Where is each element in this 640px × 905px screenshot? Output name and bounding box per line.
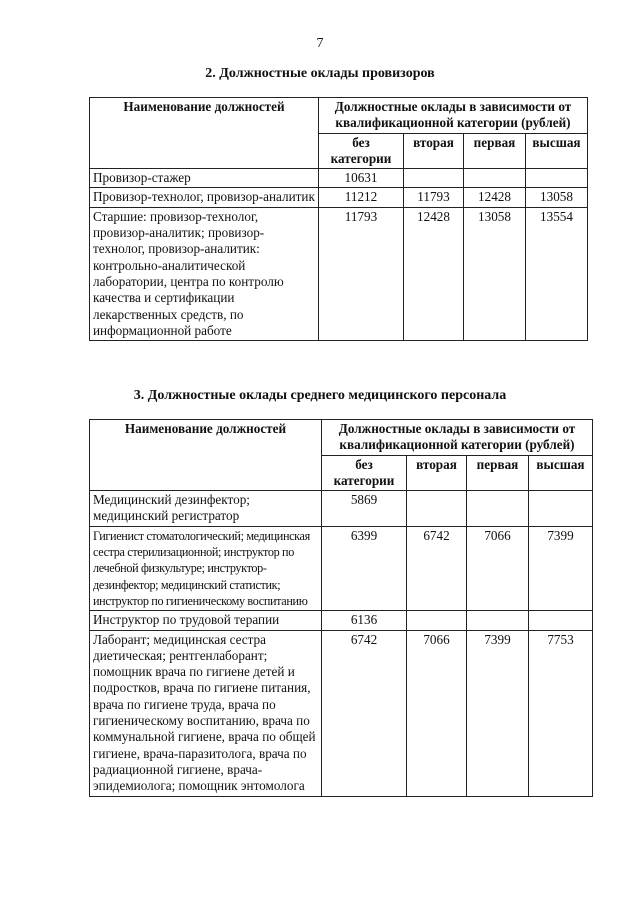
salary-value [464,169,526,188]
salary-value: 7066 [467,526,529,610]
salary-value: 7399 [467,630,529,796]
table-row [90,188,588,207]
header-position-name: Наименование должностей [90,98,319,169]
header-category-second: вторая [404,133,464,169]
salary-value [404,169,464,188]
salary-value: 7066 [407,630,467,796]
salary-value: 6399 [322,526,407,610]
salary-value: 6742 [322,630,407,796]
header-position-name: Наименование должностей [90,420,322,491]
position-name: Провизор-технолог, провизор-аналитик [90,188,319,207]
position-name: Медицинский дезинфектор; медицинский регистратор [90,491,322,527]
position-name: Инструктор по трудовой терапии [90,611,322,630]
salary-value: 12428 [464,188,526,207]
salary-value: 7399 [529,526,593,610]
table-row [90,169,588,188]
table-row [90,611,593,630]
header-category-none: без категории [322,455,407,491]
salary-value: 10631 [319,169,404,188]
table-row [90,630,593,796]
salary-table-medical-staff [89,419,593,797]
salary-value [467,611,529,630]
salary-value [407,611,467,630]
header-salary-group: Должностные оклады в зависимости от квалификационной категории (рублей) [319,98,588,134]
position-name: Провизор-стажер [90,169,319,188]
page-number: 7 [316,36,324,51]
salary-value: 13058 [464,207,526,340]
header-category-highest: высшая [529,455,593,491]
table-row [90,526,593,610]
section-3-title: 3. Должностные оклады среднего медицинского персонала [133,388,507,403]
table-row [90,491,593,527]
salary-value: 7753 [529,630,593,796]
header-category-first: первая [467,455,529,491]
salary-value [407,491,467,527]
header-category-first: первая [464,133,526,169]
salary-value: 6136 [322,611,407,630]
salary-value: 13058 [526,188,588,207]
salary-value: 13554 [526,207,588,340]
table-row [90,207,588,340]
salary-value [526,169,588,188]
salary-value: 11793 [319,207,404,340]
header-salary-group: Должностные оклады в зависимости от квалификационной категории (рублей) [322,420,593,456]
header-category-none: без категории [319,133,404,169]
salary-value [529,611,593,630]
salary-table-pharmacists [89,97,588,341]
section-2-title: 2. Должностные оклады провизоров [205,66,435,81]
salary-value [467,491,529,527]
header-category-second: вторая [407,455,467,491]
salary-value: 6742 [407,526,467,610]
position-name: Лаборант; медицинская сестра диетическая; рентгенлаборант; помощник врача по гигиене детей и подростков, врача по гигиене питания, врача по гигиене труда, врача по гигиеническому воспитанию, врача по коммунальной гигиене, врача по общей гигиене, врача-паразитолога, врача по радиационной гигиене, врача-эпидемиолога; помощник энтомолога [90,630,322,796]
salary-value: 5869 [322,491,407,527]
salary-value: 11793 [404,188,464,207]
position-name: Старшие: провизор-технолог, провизор-аналитик; провизор-технолог, провизор-аналитик: контрольно-аналитической лаборатории, центра по контролю качества и сертификации лекарственных средств, по информационной работе [90,207,319,340]
header-category-highest: высшая [526,133,588,169]
salary-value [529,491,593,527]
salary-value: 11212 [319,188,404,207]
salary-value: 12428 [404,207,464,340]
position-name: Гигиенист стоматологический; медицинская сестра стерилизационной; инструктор по лечебной физкультуре; инструктор-дезинфектор; медицинский статистик; инструктор по гигиеническому воспитанию [90,526,322,610]
